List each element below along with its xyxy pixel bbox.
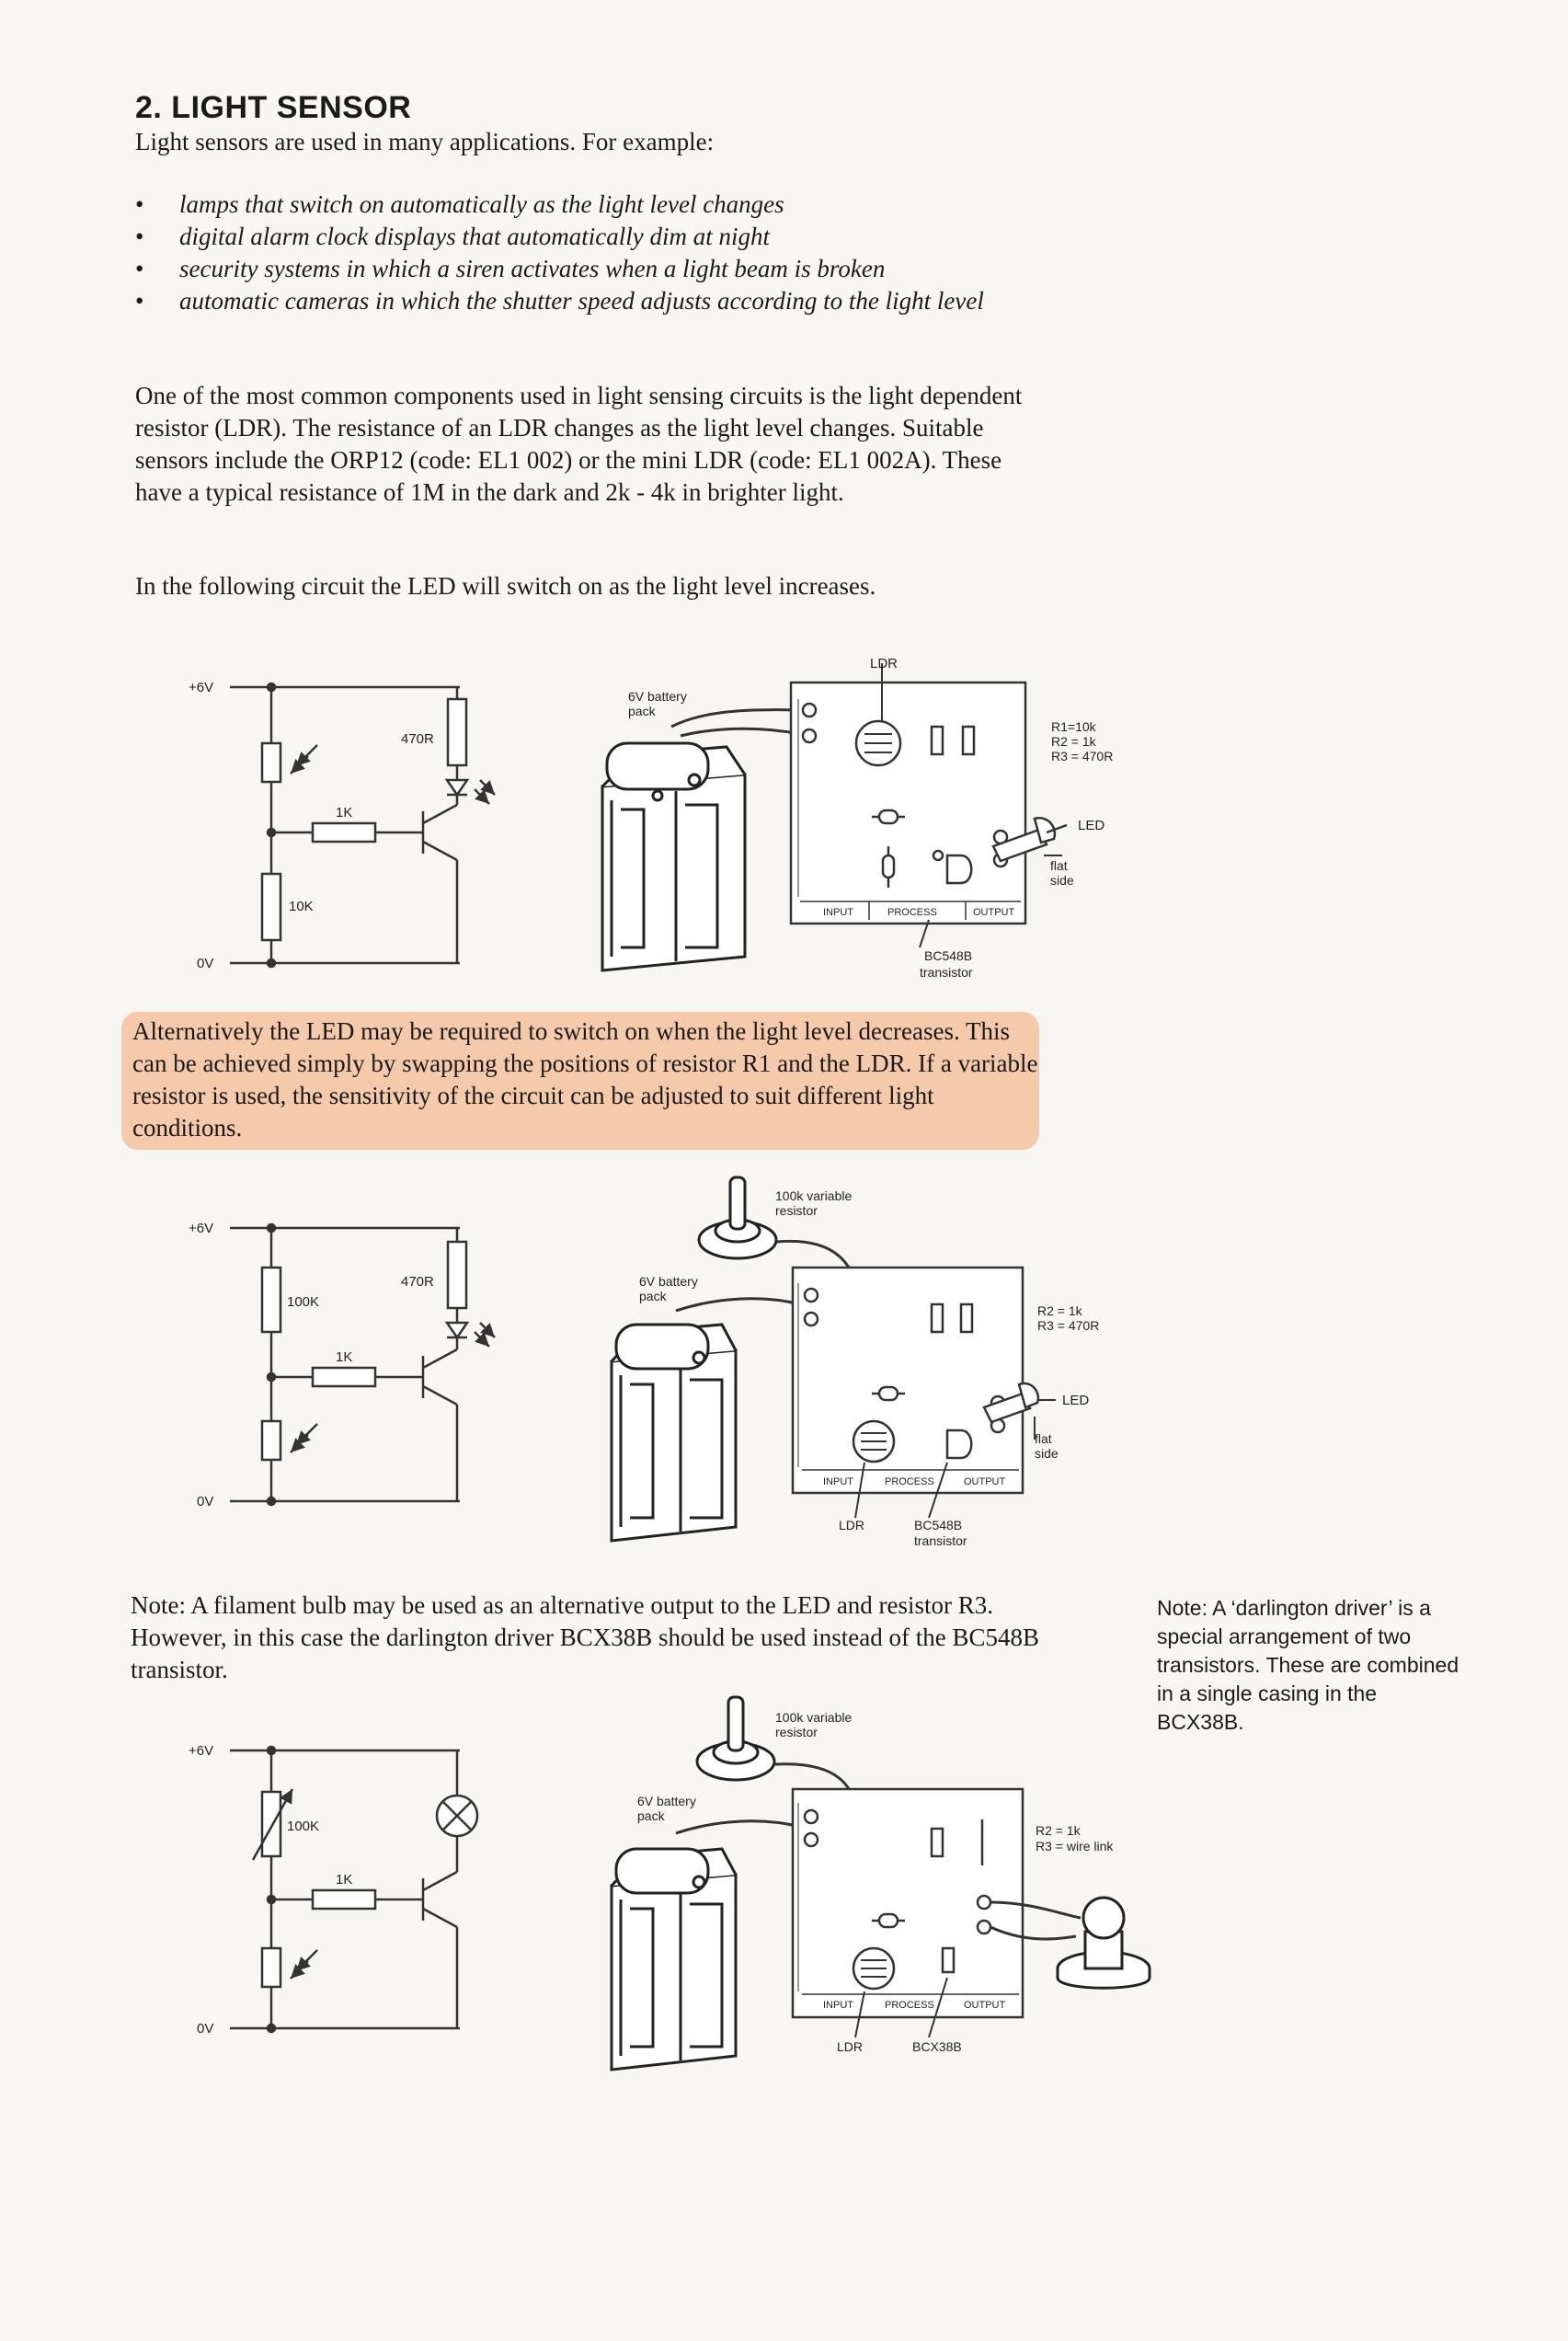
circuit-2-ground-label: 0V — [197, 1494, 214, 1509]
list-item: • automatic cameras in which the shutter speed adjusts according to the light level — [135, 285, 1055, 317]
circuit-3-upper-resistor-label: 100K — [287, 1819, 320, 1834]
circuit-2-schematic — [230, 1224, 495, 1505]
circuit-1-battery-pack — [602, 743, 745, 970]
circuit-1-base-resistor-label: 1K — [336, 805, 353, 820]
circuit-paragraph: In the following circuit the LED will switch on as the light level increases. — [135, 572, 876, 600]
battery-label-line: pack — [637, 1808, 665, 1823]
var-resistor-line: 100k variable — [775, 1188, 853, 1203]
circuit-3-value-r3: R3 = wire link — [1036, 1839, 1114, 1853]
circuit-2-transistor-caption: transistor — [914, 1533, 967, 1548]
circuit-1-value-r2: R2 = 1k — [1051, 734, 1096, 749]
circuit-2-value-r2: R2 = 1k — [1037, 1303, 1082, 1318]
section-heading: 2. LIGHT SENSOR — [135, 90, 412, 125]
circuit-1-battery-label — [628, 689, 691, 718]
circuit-1-ground-label: 0V — [197, 956, 214, 971]
circuit-1-flat-side-label — [1050, 858, 1074, 888]
circuit-1-schematic — [230, 683, 495, 967]
circuit-2-board-input: INPUT — [823, 1476, 853, 1487]
list-item: • digital alarm clock displays that automatically dim at night — [135, 221, 1055, 253]
circuit-1-board-process: PROCESS — [887, 907, 937, 918]
battery-label-line: 6V battery — [637, 1794, 696, 1808]
flat-side-line: flat — [1035, 1431, 1052, 1446]
circuit-1-ldr-label: LDR — [870, 656, 898, 671]
battery-label-line: pack — [639, 1289, 667, 1303]
circuit-1-board — [791, 683, 1025, 924]
circuit-1-value-r1: R1=10k — [1051, 719, 1096, 734]
circuit-3-bulb-holder — [1058, 1898, 1150, 1988]
circuit-3-board-process: PROCESS — [885, 2000, 934, 2011]
circuit-2-variable-resistor — [699, 1177, 776, 1258]
circuit-2-flat-side-label — [1035, 1431, 1059, 1461]
circuit-1-led-label: LED — [1078, 818, 1105, 833]
var-resistor-line: 100k variable — [775, 1710, 853, 1725]
battery-label-line: 6V battery — [628, 689, 687, 704]
circuit-3-board-input: INPUT — [823, 2000, 853, 2011]
var-resistor-line: resistor — [775, 1203, 818, 1218]
filament-note-paragraph: Note: A filament bulb may be used as an alternative output to the LED and resistor R3. However, in this case the darlington driver BCX38B should be used instead of the BC548B transistor. — [131, 1591, 1040, 1683]
circuit-1-transistor-label: BC548B — [924, 948, 973, 963]
circuit-3-board-output: OUTPUT — [964, 2000, 1006, 2011]
circuit-1-board-output: OUTPUT — [973, 907, 1015, 918]
battery-label-line: pack — [628, 704, 656, 718]
circuit-1-lower-resistor-label: 10K — [289, 899, 314, 914]
flat-side-line: side — [1050, 873, 1074, 888]
circuit-3-transistor-label: BCX38B — [912, 2039, 962, 2054]
circuit-1-supply-label: +6V — [189, 680, 214, 695]
circuit-3-value-r2: R2 = 1k — [1036, 1823, 1081, 1838]
alternative-paragraph: Alternatively the LED may be required to switch on when the light level decreases. This can be achieved simply by swapping the positions of resistor R1 and the LDR. If a variable resistor is used, the sensitivity of the circuit can be adjusted to suit different light conditions. — [132, 1017, 1038, 1142]
circuit-3-ground-label: 0V — [197, 2021, 214, 2037]
battery-label-line: 6V battery — [639, 1274, 698, 1289]
circuit-1-value-r3: R3 = 470R — [1051, 749, 1114, 763]
circuit-2-collector-resistor-label: 470R — [401, 1274, 434, 1290]
flat-side-line: side — [1035, 1446, 1059, 1461]
circuit-3-schematic — [230, 1747, 477, 2032]
circuit-3-battery-label — [637, 1794, 700, 1823]
circuit-2-ldr-label: LDR — [839, 1518, 865, 1532]
circuit-1-collector-resistor-label: 470R — [401, 731, 434, 747]
circuit-2-board-process: PROCESS — [885, 1476, 934, 1487]
circuit-2-var-resistor-label — [775, 1188, 855, 1218]
circuit-1-transistor-caption: transistor — [920, 965, 973, 980]
circuit-2-battery-label — [639, 1274, 702, 1303]
circuit-2-led-label: LED — [1062, 1393, 1090, 1408]
circuit-3-var-resistor-label — [775, 1710, 855, 1739]
circuit-2-value-r3: R3 = 470R — [1037, 1318, 1100, 1333]
circuit-3-variable-resistor — [697, 1697, 774, 1780]
circuit-3-supply-label: +6V — [189, 1743, 214, 1759]
list-item: • lamps that switch on automatically as the light level changes — [135, 189, 1055, 221]
intro-paragraph: Light sensors are used in many applications. For example: — [135, 128, 715, 155]
var-resistor-line: resistor — [775, 1725, 818, 1739]
circuit-2-supply-label: +6V — [189, 1221, 214, 1236]
ldr-paragraph: One of the most common components used in light sensing circuits is the light dependent resistor (LDR). The resistance of an LDR changes as the light level changes. Suitable sensors include the ORP12 (code: EL1 002) or the mini LDR (code: EL1 002A). These have a typical resistance of 1M in the dark and 2k - 4k in brighter light. — [135, 382, 1023, 506]
circuit-2-base-resistor-label: 1K — [336, 1349, 353, 1365]
circuit-2-board — [793, 1268, 1023, 1493]
circuit-2-board-output: OUTPUT — [964, 1476, 1006, 1487]
circuit-3-ldr-label: LDR — [837, 2039, 864, 2054]
circuit-2-battery-pack — [612, 1325, 736, 1541]
circuit-1-board-input: INPUT — [823, 907, 853, 918]
list-item: • security systems in which a siren activates when a light beam is broken — [135, 253, 1055, 285]
circuit-2-upper-resistor-label: 100K — [287, 1294, 320, 1310]
flat-side-line: flat — [1050, 858, 1068, 873]
circuit-3-battery-pack — [612, 1849, 736, 2070]
circuit-3-board — [793, 1789, 1023, 2017]
circuit-3-base-resistor-label: 1K — [336, 1872, 353, 1888]
circuit-2-transistor-label: BC548B — [914, 1518, 963, 1532]
darlington-side-note: Note: A ‘darlington driver’ is a special arrangement of two transistors. These are combined in a single casing in the BCX38B. — [1157, 1596, 1459, 1734]
